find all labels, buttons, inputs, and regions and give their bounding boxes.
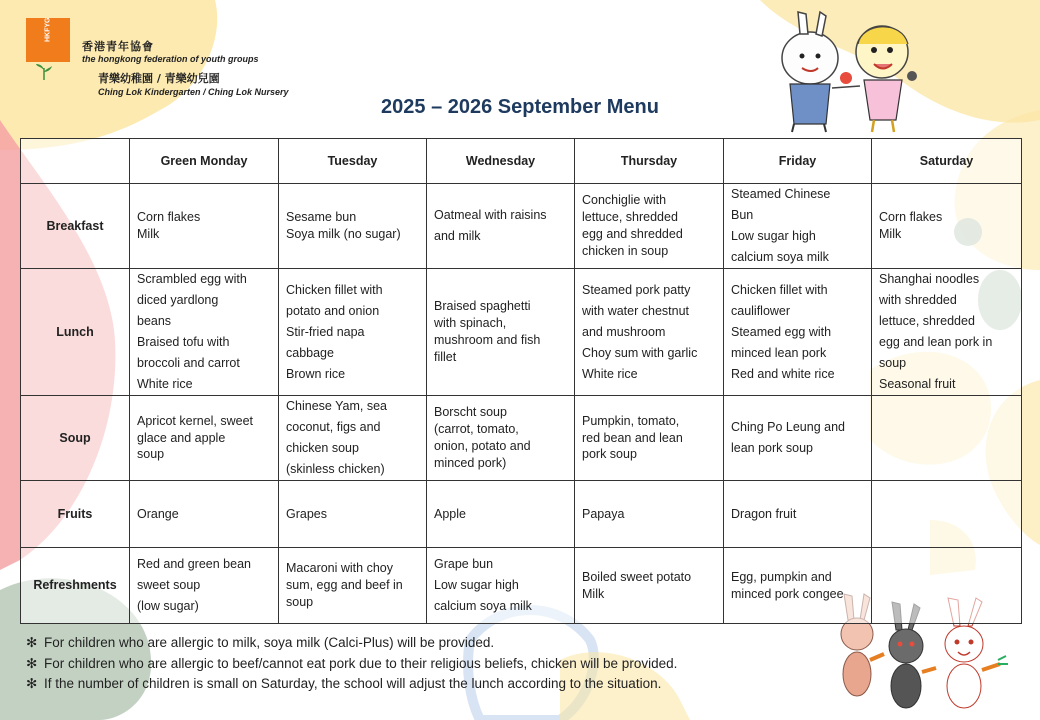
menu-item-line: potato and onion [286,303,380,318]
menu-table [20,138,1022,624]
asterisk-icon: ✻ [26,635,38,650]
footnote-item [26,633,677,654]
menu-item-line: Soya milk (no sugar) [286,227,401,241]
menu-item-line: lean pork soup [731,441,814,455]
menu-cell [279,184,427,269]
menu-item-line: minced pork) [434,455,507,470]
menu-item-line: White rice [137,377,193,391]
footnote-text: For children who are allergic to milk, soya milk (Calci-Plus) will be provided. [44,635,495,650]
school-name-zh: 青樂幼稚園 / 青樂幼兒園 [98,72,220,85]
menu-item-line: Low sugar high [731,229,816,243]
menu-item-line: cabbage [286,345,334,360]
menu-item-line: Boiled sweet potato [582,569,692,584]
menu-cell [427,269,575,396]
menu-item-line: mushroom and fish [434,333,541,347]
footnote-text: If the number of children is small on Saturday, the school will adjust the lunch according to the situation. [44,676,662,691]
meal-label-lunch: Lunch [21,269,130,396]
org-name-en: the hongkong federation of youth groups [82,54,259,64]
menu-cell [575,481,724,548]
menu-cell [427,184,575,269]
menu-cell [130,396,279,481]
menu-item-line: Braised tofu with [137,335,230,349]
menu-item-line: Sesame bun [286,210,357,225]
menu-cell [279,269,427,396]
menu-item-line: Chicken fillet with [286,282,383,297]
menu-item-line: broccoli and carrot [137,356,240,370]
menu-cell [427,481,575,548]
day-header-friday: Friday [724,139,872,184]
menu-item-line: Stir-fried napa [286,324,365,339]
menu-item-line: Dragon fruit [731,506,797,521]
day-header-saturday: Saturday [872,139,1022,184]
menu-item-line: Braised spaghetti [434,299,531,314]
menu-item-line: soup [879,356,907,370]
menu-cell [872,548,1022,624]
menu-item-line: egg and lean pork in [879,335,993,349]
menu-cell [872,396,1022,481]
footnote-item [26,674,677,695]
menu-item-line: calcium soya milk [434,599,532,613]
org-name-zh: 香港青年協會 [82,40,154,53]
menu-item-line: Milk [137,227,160,241]
menu-cell [872,269,1022,396]
table-row [21,269,1022,396]
menu-item-line: Papaya [582,506,625,521]
menu-cell [575,184,724,269]
menu-item-line: (low sugar) [137,599,199,613]
menu-item-line: Brown rice [286,366,346,381]
menu-cell [724,269,872,396]
menu-item-line: egg and shredded [582,227,683,241]
menu-item-line: glace and apple [137,430,226,445]
menu-cell [279,548,427,624]
menu-item-line: Milk [879,227,902,241]
menu-item-line: Red and white rice [731,366,835,381]
logo-text: HKFYG [44,18,52,43]
menu-item-line: sweet soup [137,578,201,592]
menu-item-line: and mushroom [582,324,666,339]
menu-item-line: with spinach, [434,316,507,331]
menu-item-line: White rice [582,366,638,381]
menu-cell [130,481,279,548]
menu-item-line: Steamed Chinese [731,187,831,201]
meal-label-soup: Soup [21,396,130,481]
menu-item-line: beans [137,314,172,328]
hkfyg-logo-icon [26,18,70,62]
menu-item-line: coconut, figs and [286,420,381,434]
menu-item-line: Oatmeal with raisins [434,208,547,222]
menu-item-line: pork soup [582,447,637,462]
menu-cell [724,481,872,548]
menu-item-line: Pumpkin, tomato, [582,413,680,428]
page-title: 2025 – 2026 September Menu [381,96,659,118]
menu-item-line: Borscht soup [434,405,507,420]
menu-item-line: Choy sum with garlic [582,345,698,360]
menu-item-line: soup [137,447,165,462]
menu-item-line: Milk [582,586,605,601]
day-header-thursday: Thursday [575,139,724,184]
menu-item-line: red bean and lean [582,430,683,445]
menu-item-line: Seasonal fruit [879,377,956,391]
menu-item-line: chicken soup [286,441,359,455]
menu-item-line: Egg, pumpkin and [731,569,832,584]
menu-item-line: Low sugar high [434,578,519,592]
menu-item-line: calcium soya milk [731,250,829,264]
menu-cell [575,269,724,396]
corner-cell [21,139,130,184]
menu-cell [575,548,724,624]
menu-item-line: Shanghai noodles [879,272,980,286]
footnotes [26,633,677,695]
meal-label-refreshments: Refreshments [21,548,130,624]
menu-item-line: Apple [434,506,466,521]
menu-item-line: Red and green bean [137,557,251,571]
day-header-row [21,139,1022,184]
menu-item-line: Bun [731,208,754,222]
day-header-green-monday: Green Monday [130,139,279,184]
menu-cell [872,184,1022,269]
menu-item-line: Steamed pork patty [582,282,691,297]
menu-cell [724,184,872,269]
menu-cell [724,396,872,481]
menu-item-line: Chinese Yam, sea [286,399,387,413]
menu-item-line: Grapes [286,506,327,521]
menu-item-line: onion, potato and [434,439,531,453]
menu-cell [130,269,279,396]
meal-label-fruits: Fruits [21,481,130,548]
table-row [21,481,1022,548]
menu-cell [427,396,575,481]
day-header-tuesday: Tuesday [279,139,427,184]
menu-cell [427,548,575,624]
menu-item-line: Grape bun [434,557,494,571]
menu-item-line: diced yardlong [137,293,219,307]
menu-item-line: sum, egg and beef in [286,578,403,593]
menu-item-line: soup [286,594,314,609]
menu-item-line: (skinless chicken) [286,462,385,476]
table-row [21,548,1022,624]
menu-item-line: lettuce, shredded [582,210,678,225]
asterisk-icon: ✻ [26,676,38,691]
menu-item-line: Steamed egg with [731,324,832,339]
menu-item-line: lettuce, shredded [879,314,975,328]
table-row [21,396,1022,481]
menu-item-line: Ching Po Leung and [731,420,845,434]
meal-label-breakfast: Breakfast [21,184,130,269]
menu-cell [724,548,872,624]
menu-item-line: (carrot, tomato, [434,422,519,437]
menu-item-line: with shredded [879,293,957,307]
menu-cell [130,184,279,269]
menu-item-line: fillet [434,349,457,364]
menu-item-line: Apricot kernel, sweet [137,413,254,428]
menu-item-line: minced pork congee [731,586,844,601]
footnote-text: For children who are allergic to beef/cannot eat pork due to their religious beliefs, chicken will be provided. [44,655,678,671]
menu-item-line: Conchiglie with [582,193,667,208]
school-name-en: Ching Lok Kindergarten / Ching Lok Nursery [98,87,289,97]
asterisk-icon: ✻ [26,655,38,671]
menu-item-line: Scrambled egg with [137,272,247,286]
menu-cell [872,481,1022,548]
sprout-icon [34,62,54,80]
day-header-wednesday: Wednesday [427,139,575,184]
menu-item-line: and milk [434,229,481,243]
menu-item-line: minced lean pork [731,345,827,360]
menu-item-line: with water chestnut [582,303,689,318]
menu-item-line: Orange [137,506,179,521]
menu-item-line: Macaroni with choy [286,561,393,576]
menu-item-line: Corn flakes [137,210,201,225]
menu-item-line: Corn flakes [879,210,943,225]
menu-cell [279,396,427,481]
menu-cell [279,481,427,548]
table-row [21,184,1022,269]
menu-item-line: chicken in soup [582,243,669,258]
menu-item-line: cauliflower [731,303,791,318]
menu-cell [130,548,279,624]
menu-item-line: Chicken fillet with [731,282,828,297]
footnote-item [26,654,677,675]
menu-cell [575,396,724,481]
